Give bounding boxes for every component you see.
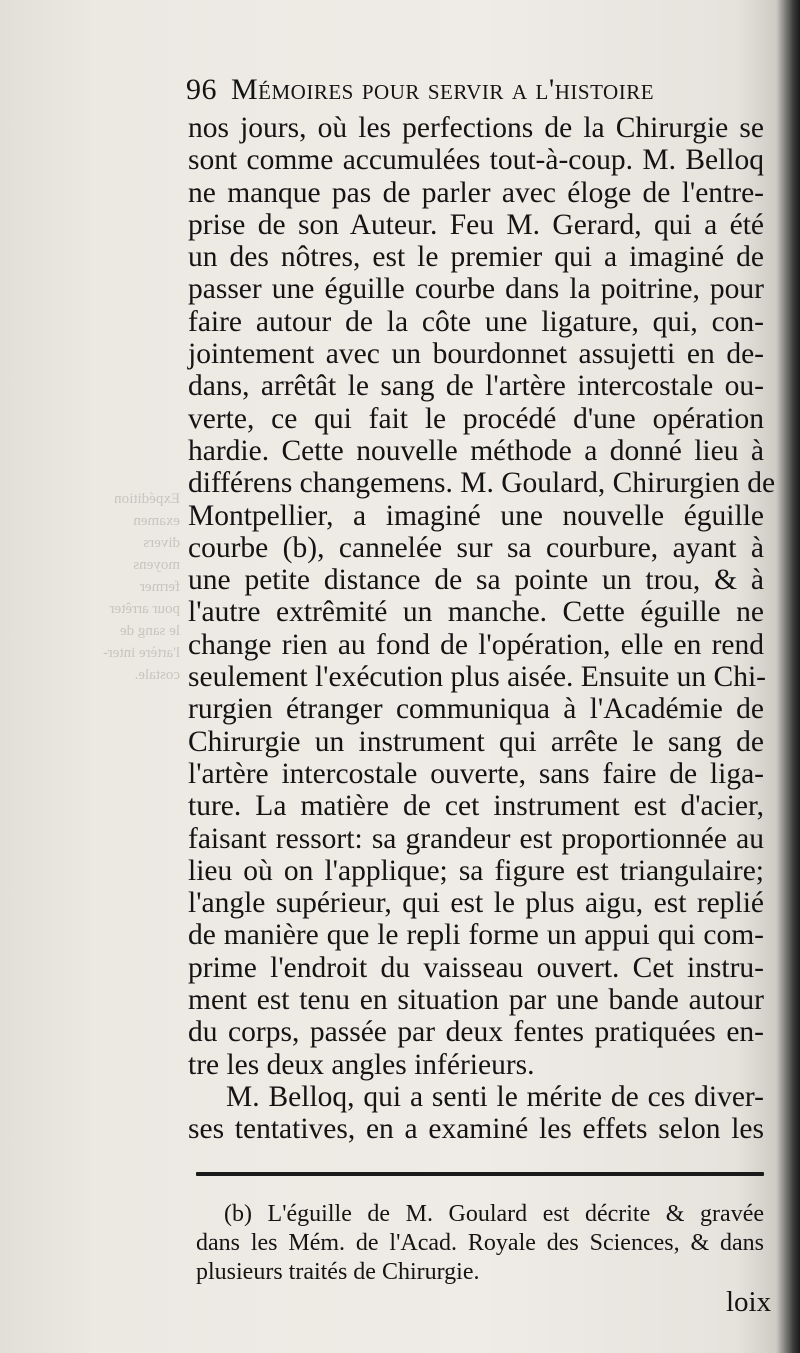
text-line: une petite distance de sa pointe un trou, & à bbox=[188, 564, 764, 597]
text-line: lieu où on l'applique; sa figure est triangulaire; bbox=[188, 854, 764, 887]
text-line: Montpellier, a imaginé une nouvelle éguille bbox=[188, 499, 764, 532]
text-line: rurgien étranger communiqua à l'Académie de bbox=[188, 693, 764, 726]
text-line: du corps, passée par deux fentes pratiquées en- bbox=[188, 1016, 764, 1049]
footnote-line: dans les Mém. de l'Acad. Royale des Sciences, & dans bbox=[196, 1230, 764, 1256]
text-line: faisant ressort: sa grandeur est proportionnée au bbox=[188, 822, 764, 855]
catchword: loix bbox=[726, 1286, 772, 1318]
text-line: hardie. Cette nouvelle méthode a donné lieu à bbox=[188, 434, 764, 467]
text-line: passer une éguille courbe dans la poitrine, pour bbox=[188, 273, 764, 306]
text-line: verte, ce qui fait le procédé d'une opération bbox=[188, 402, 764, 435]
text-line: seulement l'exécution plus aisée. Ensuite un Chi- bbox=[188, 661, 766, 694]
text-line: faire autour de la côte une ligature, qui, con- bbox=[188, 305, 764, 338]
text-line: nos jours, où les perfections de la Chirurgie se bbox=[188, 112, 764, 144]
running-header bbox=[186, 72, 766, 108]
text-line: l'angle supérieur, qui est le plus aigu, est replié bbox=[188, 887, 764, 920]
text-line: ses tentatives, en a examiné les effets selon les bbox=[188, 1113, 764, 1146]
text-line: un des nôtres, est le premier qui a imaginé de bbox=[188, 241, 764, 274]
text-line: prime l'endroit du vaisseau ouvert. Cet instru- bbox=[188, 951, 764, 984]
footnote-rule bbox=[196, 1172, 764, 1176]
text-line: sont comme accumulées tout-à-coup. M. Belloq bbox=[188, 144, 764, 177]
body-text bbox=[188, 112, 776, 1146]
show-through-text: Expédition examen divers moyens fermer pour arrêter le sang de l'artère inter- costale. bbox=[103, 491, 180, 683]
text-line: différens changemens. M. Goulard, Chirurgien de bbox=[188, 467, 776, 500]
page-number: 96 bbox=[186, 73, 217, 106]
text-line: ne manque pas de parler avec éloge de l'entre- bbox=[188, 176, 764, 209]
text-line: tre les deux angles inférieurs. bbox=[188, 1048, 535, 1081]
text-line: ment est tenu en situation par une bande autour bbox=[188, 984, 764, 1017]
footnote bbox=[196, 1200, 764, 1287]
text-line: jointement avec un bourdonnet assujetti en de- bbox=[188, 338, 764, 371]
running-title: Mémoires pour servir a l'histoire bbox=[231, 73, 655, 106]
text-line: dans, arrêtât le sang de l'artère intercostale ou- bbox=[188, 370, 764, 403]
text-line: ture. La matière de cet instrument est d'acier, bbox=[188, 790, 764, 823]
footnote-line: plusieurs traités de Chirurgie. bbox=[196, 1259, 480, 1285]
text-line: Chirurgie un instrument qui arrête le sang de bbox=[188, 725, 764, 758]
text-line: prise de son Auteur. Feu M. Gerard, qui a été bbox=[188, 208, 764, 241]
text-line: courbe (b), cannelée sur sa courbure, ayant à bbox=[188, 531, 764, 564]
text-line: de manière que le repli forme un appui qui com- bbox=[188, 919, 764, 952]
text-line: l'artère intercostale ouverte, sans faire de liga- bbox=[188, 757, 764, 790]
text-line: l'autre extrêmité un manche. Cette éguille ne bbox=[188, 596, 764, 629]
text-line: M. Belloq, qui a senti le mérite de ces diver- bbox=[226, 1080, 764, 1113]
text-line: change rien au fond de l'opération, elle en rend bbox=[188, 628, 764, 661]
footnote-line: (b) L'éguille de M. Goulard est décrite & gravée bbox=[224, 1201, 764, 1227]
